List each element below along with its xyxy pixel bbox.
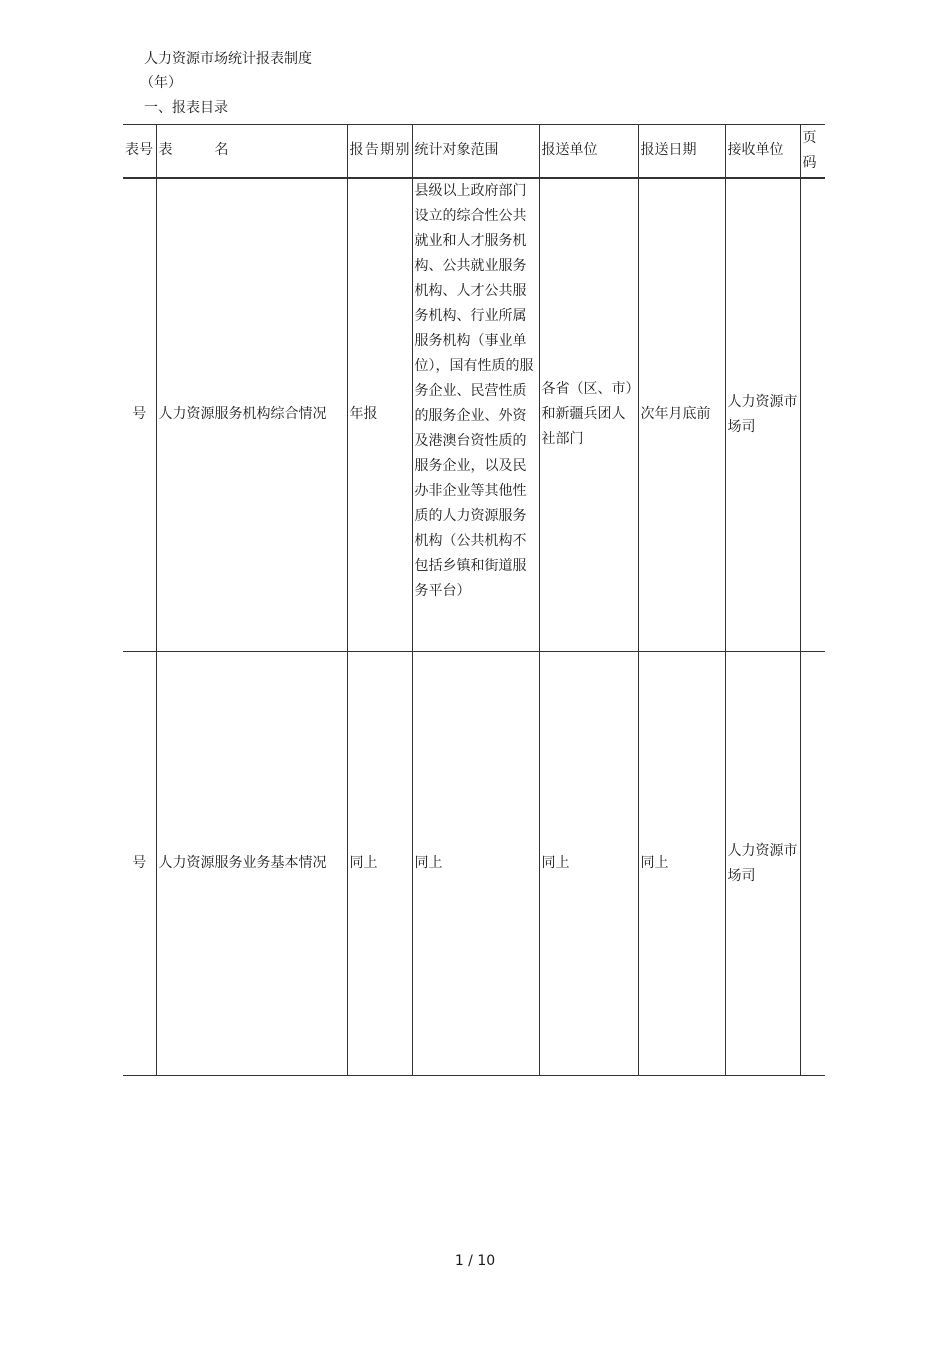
report-catalog-table xyxy=(123,124,825,1076)
header-period: 报告期别 xyxy=(347,125,412,178)
cell-submitting-unit: 同上 xyxy=(539,652,638,1076)
cell-submitting-unit: 各省（区、市）和新疆兵团人社部门 xyxy=(539,178,638,652)
document-subtitle: （年） xyxy=(140,75,182,91)
header-page: 页码 xyxy=(800,125,825,178)
header-scope: 统计对象范围 xyxy=(412,125,539,178)
cell-period: 同上 xyxy=(347,652,412,1076)
header-receiving-unit: 接收单位 xyxy=(725,125,800,178)
section-heading: 一、报表目录 xyxy=(144,100,228,116)
table-row xyxy=(123,178,825,652)
table-row xyxy=(123,652,825,1076)
cell-page xyxy=(800,178,825,652)
cell-table-no: 号 xyxy=(123,178,156,652)
header-table-name: 表 名 xyxy=(156,125,347,178)
cell-submit-date: 同上 xyxy=(638,652,725,1076)
cell-receiving-unit: 人力资源市场司 xyxy=(725,178,800,652)
cell-page xyxy=(800,652,825,1076)
cell-table-name: 人力资源服务业务基本情况 xyxy=(156,652,347,1076)
cell-scope: 同上 xyxy=(412,652,539,1076)
cell-receiving-unit: 人力资源市场司 xyxy=(725,652,800,1076)
table-header-row xyxy=(123,125,825,178)
cell-period: 年报 xyxy=(347,178,412,652)
cell-table-no: 号 xyxy=(123,652,156,1076)
page-number: 1 / 10 xyxy=(454,1253,496,1269)
cell-table-name: 人力资源服务机构综合情况 xyxy=(156,178,347,652)
header-table-no: 表号 xyxy=(123,125,156,178)
document-title: 人力资源市场统计报表制度 xyxy=(144,51,312,67)
header-submit-date: 报送日期 xyxy=(638,125,725,178)
cell-submit-date: 次年月底前 xyxy=(638,178,725,652)
cell-scope: 县级以上政府部门设立的综合性公共就业和人才服务机构、公共就业服务机构、人才公共服务机构、行业所属服务机构（事业单位），国有性质的服务企业、民营性质的服务企业、外资及港澳台资性质的服务企业，以及民办非企业等其他性质的人力资源服务机构（公共机构不包括乡镇和街道服务平台） xyxy=(412,178,539,652)
header-submitting-unit: 报送单位 xyxy=(539,125,638,178)
